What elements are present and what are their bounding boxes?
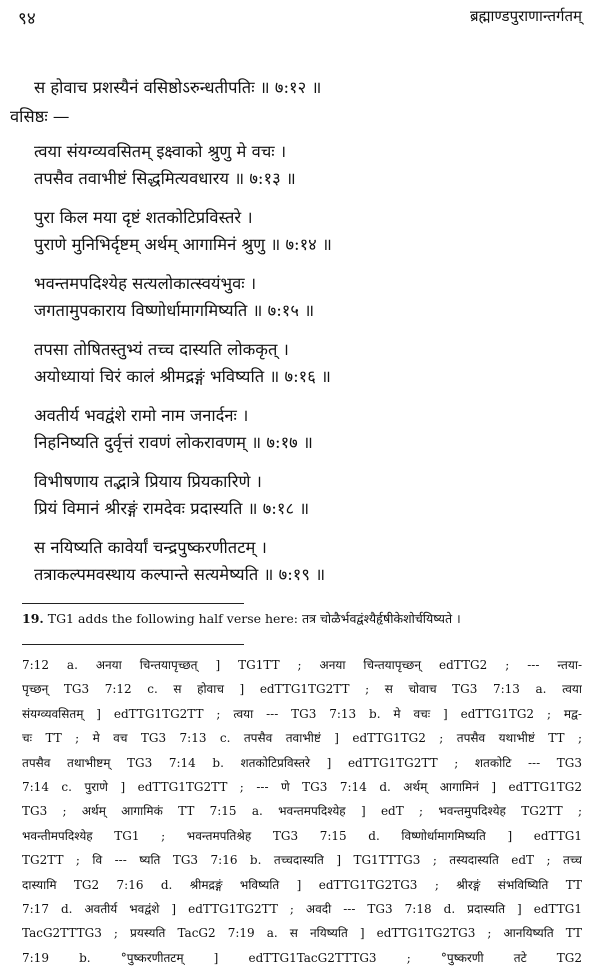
verse-stanza <box>22 138 582 192</box>
running-title: ब्रह्माण्डपुराणान्तर्गतम् <box>469 7 582 25</box>
verse-line: स नयिष्यति कावेर्यां चन्द्रपुष्करणीतटम् । <box>34 538 267 557</box>
apparatus-line: TG2TT ; वि --- ष्यति TG3 7:16 b. तच्चदास्यति ] TG1TTTG3 ; तस्यदास्यति edT ; तच्च <box>22 853 582 868</box>
apparatus-line: दास्यामि TG2 7:16 d. श्रीमद्रङ्गं भविष्यति ] edTTG1TG2TG3 ; श्रीरङ्गं संभविष्यिति TT <box>22 877 582 892</box>
footnote-text: TG1 adds the following half verse here: तत्र चोळैर्भवद्वंश्यैर्हृषीकेशोर्चयिष्यते । <box>47 611 461 626</box>
verse-line: भवन्तमपदिश्येह सत्यलोकात्स्वयंभुवः । <box>34 274 257 293</box>
apparatus-line: 7:19 b. °पुष्करणीतटम् ] edTTG1TacG2TTTG3 ; °पुष्करणी तटे TG2 <box>22 950 582 965</box>
verse-line: प्रियं विमानं श्रीरङ्गं रामदेवः प्रदास्यति ॥ ७:१८ ॥ <box>34 499 310 518</box>
speaker-label: वसिष्ठः — <box>10 107 70 126</box>
footnote-divider <box>22 603 244 604</box>
verse-line: पुरा किल मया दृष्टं शतकोटिप्रविस्तरे । <box>34 208 253 227</box>
page-number: ९४ <box>18 9 36 29</box>
verse-line: तत्राकल्पमवस्थाय कल्पान्ते सत्यमेष्यति ॥ ७:१९ ॥ <box>34 565 326 584</box>
verse-stanza <box>22 468 582 522</box>
verse-stanza <box>22 402 582 456</box>
apparatus-line: भवन्तीमपदिश्येह TG1 ; भवन्तमपतिश्रेह TG3 7:15 d. विष्णोर्धामागमिष्यति ] edTTG1 <box>22 828 582 843</box>
apparatus-line: चः TT ; मे वच TG3 7:13 c. तपसैव तवाभीष्टं ] edTTG1TG2 ; तपसैव यथाभीष्टं TT ; <box>22 731 582 746</box>
critical-apparatus <box>22 653 582 970</box>
verse-line: विभीषणाय तद्भात्रे प्रियाय प्रियकारिणे । <box>34 472 262 491</box>
apparatus-line: TacG2TTTG3 ; प्रयस्यति TacG2 7:19 a. स नयिष्यति ] edTTG1TG2TG3 ; आनयिष्यति TT <box>22 926 582 941</box>
apparatus-line: TG3 ; अर्थम् आगामिकं TT 7:15 a. भवन्तमपदिश्येह ] edT ; भवन्तमुपदिश्येह TG2TT ; <box>22 804 582 819</box>
verse-stanza <box>22 534 582 588</box>
verse-line: तपसा तोषितस्तुभ्यं तच्च दास्यति लोककृत् । <box>34 340 289 359</box>
apparatus-line: 7:14 c. पुराणे ] edTTG1TG2TT ; --- णे TG3 7:14 d. अर्थम् आगामिनं ] edTTG1TG2 <box>22 779 582 794</box>
verse-line: जगतामुपकाराय विष्णोर्धामागमिष्यति ॥ ७:१५ ॥ <box>34 301 315 320</box>
apparatus-line: संयग्व्यवसितम् ] edTTG1TG2TT ; त्वया --- TG3 7:13 b. मे वचः ] edTTG1TG2 ; मद्व- <box>22 706 582 721</box>
verse-stanza <box>22 336 582 390</box>
verse-stanza <box>22 74 582 101</box>
apparatus-line: 7:17 d. अवतीर्य भवद्वंशे ] edTTG1TG2TT ; अवदी --- TG3 7:18 d. प्रदास्यति ] edTTG1 <box>22 901 582 916</box>
footnote <box>22 610 582 628</box>
apparatus-line: पृच्छन् TG3 7:12 c. स होवाच ] edTTG1TG2TT ; स चोवाच TG3 7:13 a. त्वया <box>22 682 582 697</box>
verse-line: स होवाच प्रशस्यैनं वसिष्ठोऽरुन्धतीपतिः ॥ ७:१२ ॥ <box>34 78 322 97</box>
apparatus-line: 7:12 a. अनया चिन्तयापृच्छत् ] TG1TT ; अनया चिन्तयापृच्छन् edTTG2 ; --- न्तया- <box>22 658 582 672</box>
verse-section <box>10 74 582 600</box>
verse-line: तपसैव तवाभीष्टं सिद्धमित्यवधारय ॥ ७:१३ ॥ <box>34 169 296 188</box>
verse-line: पुराणे मुनिभिर्दृष्टम् अर्थम् आगामिनं श्रुणु ॥ ७:१४ ॥ <box>34 235 332 254</box>
verse-line: निहनिष्यति दुर्वृत्तं रावणं लोकरावणम् ॥ ७:१७ ॥ <box>34 433 313 452</box>
verse-line: त्वया संयग्व्यवसितम् इक्ष्वाको श्रुणु मे वचः । <box>34 142 287 161</box>
apparatus-line: तपसैव तथाभीष्टम् TG3 7:14 b. शतकोटिप्रविस्तरे ] edTTG1TG2TT ; शतकोटि --- TG3 <box>22 755 582 770</box>
verse-line: अवतीर्य भवद्वंशे रामो नाम जनार्दनः । <box>34 406 249 425</box>
footnote-number: 19. <box>22 611 44 626</box>
page-header <box>18 6 582 30</box>
verse-stanza <box>22 204 582 258</box>
apparatus-divider <box>22 644 244 645</box>
verse-line: अयोध्यायां चिरं कालं श्रीमद्रङ्गं भविष्यति ॥ ७:१६ ॥ <box>34 367 331 386</box>
verse-stanza <box>22 270 582 324</box>
